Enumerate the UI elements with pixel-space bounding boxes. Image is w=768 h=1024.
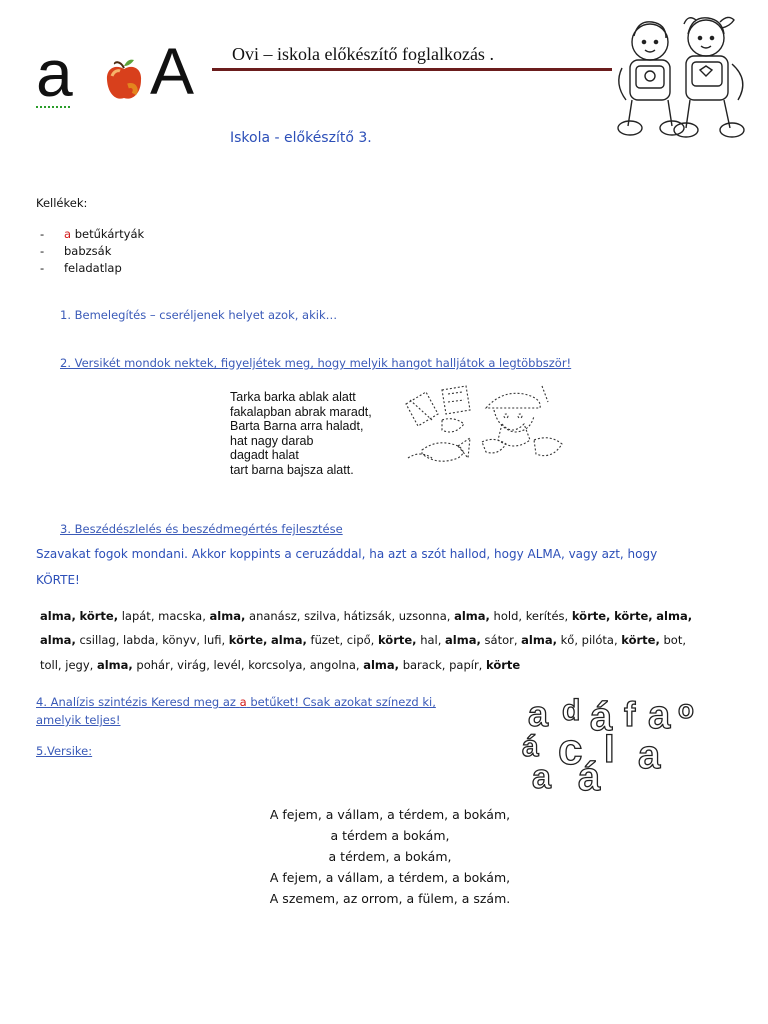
word: macska,	[158, 609, 206, 623]
word-list-line-3	[40, 653, 740, 677]
word: papír,	[449, 658, 483, 672]
puzzle-letter: á	[590, 695, 613, 739]
poem-line: Barta Barna arra haladt,	[230, 419, 364, 433]
instructions-line-2: KÖRTE!	[36, 573, 80, 587]
word: körte,	[621, 633, 660, 647]
step-2: 2. Versikét mondok nektek, figyeljétek meg, hogy melyik hangot halljátok a legtöbbször!	[60, 356, 572, 370]
list-item: - feladatlap	[40, 261, 122, 275]
step-4-continued: amelyik teljes!	[36, 713, 121, 727]
step-4: 4. Analízis szintézis Keresd meg az a betűket! Csak azokat színezd ki,	[36, 695, 436, 709]
poem-line: hat nagy darab	[230, 433, 314, 448]
word: alma,	[363, 658, 400, 672]
word: hold,	[493, 609, 523, 623]
step-1: 1. Bemelegítés – cseréljenek helyet azok, akik…	[60, 308, 338, 322]
puzzle-letter: c	[558, 725, 583, 774]
word: könyv,	[162, 633, 201, 647]
puzzle-letter: a	[648, 693, 671, 737]
poem	[230, 390, 372, 477]
poem-line: dagadt halat	[230, 448, 299, 462]
puzzle-letter: a	[528, 693, 549, 734]
word: lapát,	[121, 609, 155, 623]
word: körte,	[571, 609, 611, 623]
word: labda,	[123, 633, 159, 647]
word: alma,	[96, 658, 133, 672]
word-list-line-1	[40, 604, 740, 628]
puzzle-letter: o	[678, 694, 694, 724]
page-subtitle: Iskola - előkészítő 3.	[230, 130, 372, 146]
puzzle-letter: á	[578, 755, 601, 796]
puzzle-letter: a	[532, 758, 551, 796]
word: levél,	[213, 658, 245, 672]
verse	[200, 804, 580, 909]
word: szilva,	[304, 609, 341, 623]
word: pilóta,	[581, 633, 618, 647]
supplies-label: Kellékek:	[36, 196, 88, 210]
header-rule	[212, 68, 612, 71]
poem-line: tart barna bajsza alatt.	[230, 462, 354, 477]
word: cipő,	[346, 633, 375, 647]
word: körte,	[228, 633, 268, 647]
word: angolna,	[309, 658, 360, 672]
spell-underline	[36, 104, 70, 108]
word: sátor,	[484, 633, 518, 647]
puzzle-letter: l	[604, 729, 615, 771]
word: csillag,	[79, 633, 120, 647]
word: alma,	[656, 609, 693, 623]
word: körte	[486, 658, 521, 672]
word: alma,	[209, 609, 246, 623]
list-item: - a betűkártyák	[40, 227, 145, 241]
word: kerítés,	[525, 609, 569, 623]
word: körte,	[614, 609, 653, 623]
word: alma,	[454, 609, 490, 623]
poem-line: fakalapban abrak maradt,	[230, 404, 372, 419]
verse-line: a térdem a bokám,	[330, 828, 450, 843]
word: kő,	[560, 633, 578, 647]
word-list-line-2	[40, 628, 740, 652]
word: alma,	[40, 633, 76, 647]
word: alma,	[521, 633, 557, 647]
word: alma,	[271, 633, 307, 647]
fisherman-dotted-illustration	[402, 380, 574, 480]
word: korcsolya,	[248, 658, 307, 672]
word: bot,	[663, 633, 686, 647]
puzzle-letter: d	[562, 694, 581, 727]
word: alma,	[40, 609, 76, 623]
word: uzsonna,	[398, 609, 451, 623]
word: körte,	[377, 633, 417, 647]
word: toll,	[40, 658, 62, 672]
verse-line: a térdem, a bokám,	[328, 849, 452, 864]
supplies-list	[40, 226, 144, 277]
instructions-line-1: Szavakat fogok mondani. Akkor koppints a ceruzáddal, ha azt a szót hallod, hogy ALMA, vagy azt, hogy	[36, 547, 658, 561]
word: alma,	[445, 633, 481, 647]
word: barack,	[402, 658, 446, 672]
word: ananász,	[249, 609, 301, 623]
verse-line: A fejem, a vállam, a térdem, a bokám,	[269, 870, 511, 885]
letter-puzzle-illustration	[518, 686, 698, 800]
puzzle-letter: a	[638, 733, 661, 777]
word: hal,	[420, 633, 442, 647]
word: füzet,	[310, 633, 344, 647]
header-letter-lower: a	[36, 36, 73, 110]
poem-line: Tarka barka ablak alatt	[230, 390, 356, 404]
word: jegy,	[65, 658, 94, 672]
step-3: 3. Beszédészlelés és beszédmegértés fejlesztése	[60, 522, 343, 536]
word: körte,	[79, 609, 119, 623]
word: pohár,	[136, 658, 174, 672]
step-5: 5.Versike:	[36, 744, 93, 758]
puzzle-letter: á	[522, 730, 539, 763]
word: lufi,	[203, 633, 226, 647]
puzzle-letter: f	[624, 696, 636, 734]
children-illustration	[612, 8, 762, 142]
apple-icon	[104, 56, 144, 106]
verse-line: A fejem, a vállam, a térdem, a bokám,	[269, 807, 511, 822]
header-letter-upper: A	[150, 34, 195, 108]
word: virág,	[177, 658, 210, 672]
header-title: Ovi – iskola előkészítő foglalkozás .	[232, 44, 494, 64]
verse-line: A szemem, az orrom, a fülem, a szám.	[269, 891, 511, 906]
list-item: - babzsák	[40, 244, 112, 258]
word: hátizsák,	[343, 609, 396, 623]
